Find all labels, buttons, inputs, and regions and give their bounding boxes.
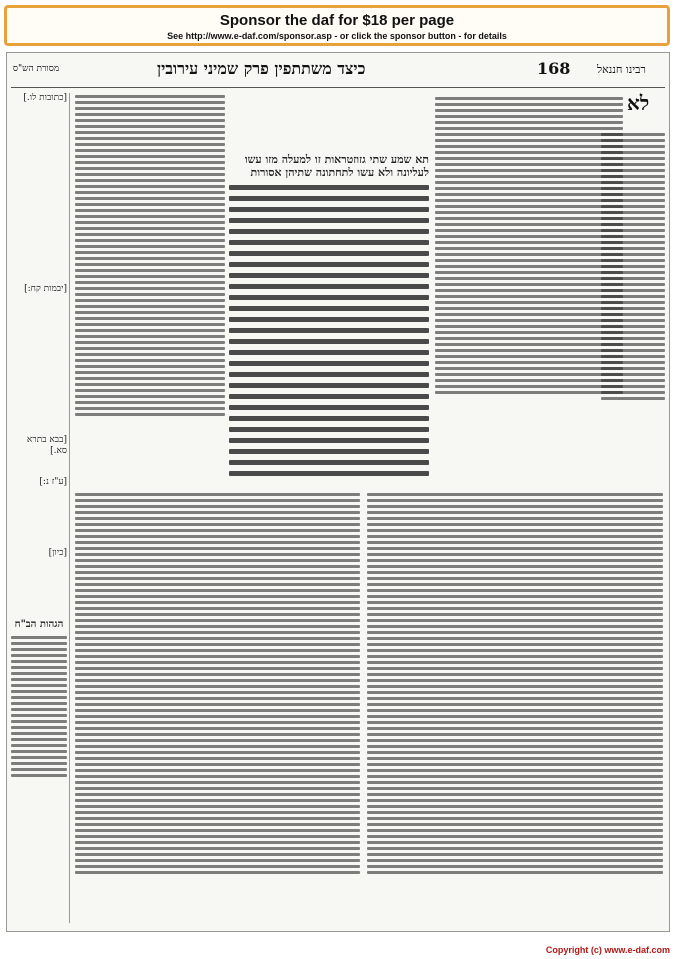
talmud-page — [6, 52, 670, 932]
rabbeinu-chananel-title: רבינו חננאל — [597, 63, 646, 76]
margin-ref: [יבמות קח:] — [24, 284, 67, 294]
margin-title: מסורת הש"ס — [12, 64, 60, 74]
copyright-link[interactable]: Copyright (c) www.e-daf.com — [545, 945, 670, 955]
margin-column — [11, 93, 67, 923]
rashi-lower-column — [367, 493, 663, 923]
margin-divider — [69, 93, 70, 923]
sponsor-subtitle[interactable]: See http://www.e-daf.com/sponsor.asp - or click the sponsor button - for details — [167, 31, 507, 41]
opening-word: לא — [627, 91, 650, 115]
rabbeinu-chananel-column — [601, 133, 665, 493]
margin-ref: [ע"ז נ:] — [39, 477, 67, 487]
page-title: כיצד משתתפין פרק שמיני עירובין — [157, 59, 366, 78]
sponsor-title[interactable]: Sponsor the daf for $18 per page — [219, 12, 455, 29]
header-rule — [11, 87, 665, 88]
margin-ref: [כיון] — [48, 548, 67, 558]
sponsor-banner[interactable] — [4, 5, 670, 46]
margin-ref: [כתובות לו.] — [23, 93, 67, 103]
rashi-column — [435, 97, 623, 457]
notes-title: הגהות הב"ח — [14, 619, 64, 630]
tosafot-lower-column — [75, 493, 360, 923]
margin-ref: [בבא בתרא סא.] — [26, 435, 67, 456]
tosafot-column — [75, 95, 225, 475]
gemara-column — [229, 153, 429, 483]
page-number: 168 — [537, 59, 571, 78]
gemara-opening: תא שמע שתי גזוזטראות זו למעלה מזו עשו לעליונה ולא עשו לתחתונה שתיהן אסורות — [244, 153, 429, 179]
